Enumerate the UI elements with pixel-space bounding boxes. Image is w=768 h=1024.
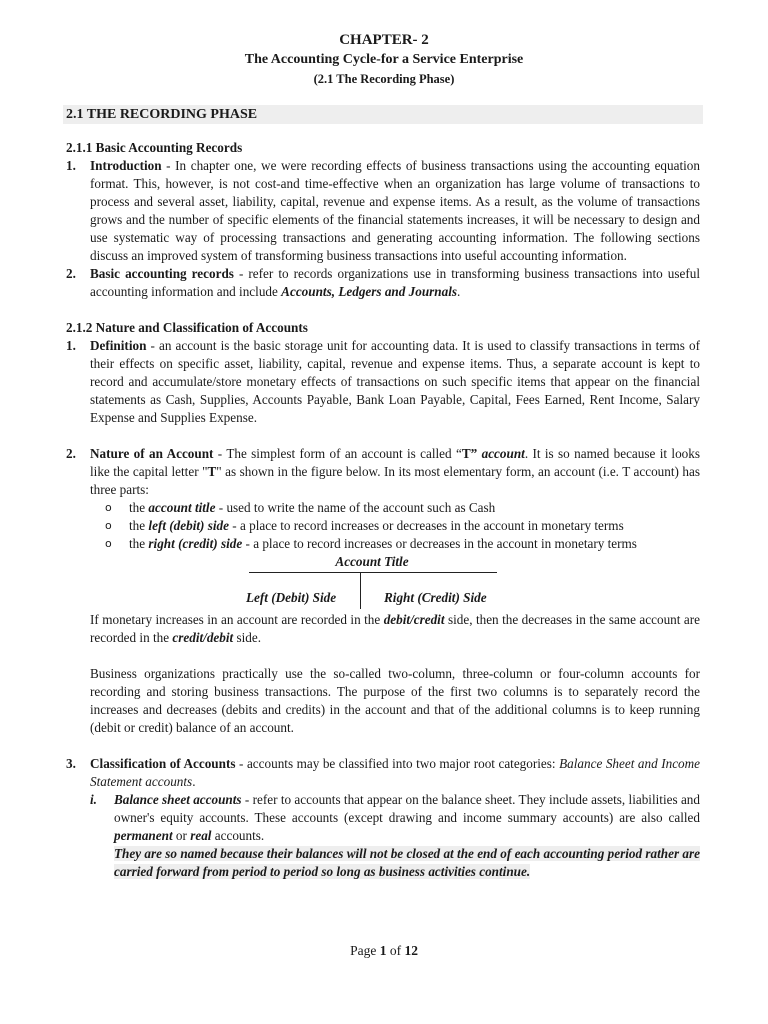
item-text: - an account is the basic storage unit for accounting data. It is used to classify transactions in terms of their effects on specific asset, liability, capital, revenue and expense items. Thus, a separate account is kept to record and accumulate/store monetary effects of transactions on such specific items that appear on the financial statements as Cash, Supplies, Accounts Payable, Bank Loan Payable, Capital, Fees Earned, Rent Income, Salary Expense and Supplies Expense. (90, 338, 700, 425)
bullet-term: left (debit) side (148, 518, 229, 533)
list-item-classification (66, 755, 700, 791)
item-text: - In chapter one, we were recording effects of business transactions using the accounting equation format. This, however, is not cost-and time-effective when an organization has large volume of transactions to process and several asset, liability, capital, revenue and expense items. As a result, as the volume of transactions grows and the number of specific elements of the financial statements increases, it will be necessary to design and use systematic way of processing transactions and generating accounting information. The following sections discuss an improved system of transforming business transactions into useful accounting information. (90, 158, 700, 263)
page-total: 12 (404, 943, 418, 958)
bullet-icon: o (105, 537, 112, 550)
list-item-basic-records (66, 265, 700, 301)
list-item (90, 517, 700, 535)
item-number: 3. (66, 756, 76, 771)
chapter-subtitle: (2.1 The Recording Phase) (313, 72, 455, 86)
bullet-pre: the (129, 518, 149, 533)
item-label: Classification of Accounts (90, 756, 236, 771)
page-current: 1 (379, 943, 387, 958)
item-text: - The simplest form of an account is called “ (213, 446, 462, 461)
para-emphasis: credit/debit (172, 630, 234, 645)
para-text: side, then the decreases in the same account are recorded in the (90, 612, 700, 645)
item-text: - refer to records organizations use in transforming business transactions into useful accounting information and include (90, 266, 700, 299)
bullet-icon: o (105, 501, 112, 514)
account-parts-list (90, 499, 700, 553)
page-footer (0, 943, 768, 959)
section-heading: 2.1 THE RECORDING PHASE (63, 105, 703, 124)
para-text: If monetary increases in an account are recorded in the (90, 612, 384, 627)
list-item-nature-of-account (66, 445, 700, 553)
sub-item-text: - refer to accounts that appear on the balance sheet. They include assets, liabilities and owner's equity accounts. These accounts (except drawing and income summary accounts) are also called (114, 792, 700, 825)
item-emphasis: Accounts, Ledgers and Journals (281, 284, 458, 299)
document-body (66, 139, 700, 881)
sub-item-end: accounts. (211, 828, 265, 843)
sub-item-or: or (172, 828, 191, 843)
bullet-term: right (credit) side (148, 536, 243, 551)
sub-item-balance-sheet-accounts (66, 791, 700, 881)
list-item-introduction (66, 157, 700, 265)
list-item-definition (66, 337, 700, 427)
t-account-horizontal-line (249, 572, 497, 573)
chapter-number: CHAPTER- 2 (339, 32, 429, 48)
subsection-heading-basic-records: 2.1.1 Basic Accounting Records (66, 140, 243, 155)
item-text-c: " as shown in the figure below. In its most elementary form, an account (i.e. T account) has three parts: (90, 464, 700, 497)
item-number: 1. (66, 338, 76, 353)
item-number: 2. (66, 446, 76, 461)
item-number: 1. (66, 158, 76, 173)
item-text: - accounts may be classified into two major root categories: (235, 756, 560, 771)
bullet-pre: the (129, 536, 149, 551)
item-paragraph (90, 265, 700, 301)
item-end: . (457, 284, 461, 299)
item-paragraph (90, 157, 700, 265)
emph-permanent: permanent (114, 828, 173, 843)
t-account-word: account (481, 446, 525, 461)
item-label: Basic accounting records (90, 266, 234, 281)
page-of: of (386, 943, 405, 958)
emph-real: real (190, 828, 212, 843)
item-label: Introduction (90, 158, 162, 173)
item-paragraph: Business organizations practically use the so-called two-column, three-column or four-column accounts for recording and storing business transactions. The purpose of the first two columns is to separately record the increases and decreases (debits and credits) in the account and that of the additional columns is to keep running (debit or credit) balance of an account. (90, 666, 700, 735)
item-label: Definition (90, 338, 147, 353)
highlight-text: They are so named because their balances will not be closed at the end of each accounting period rather are carried forward from period to period so long as business activities continue. (114, 846, 700, 879)
item-emphasis: Balance Sheet and Income Statement accounts (90, 756, 701, 789)
item-paragraph (90, 755, 700, 791)
bullet-icon: o (105, 519, 112, 532)
list-item (90, 499, 700, 517)
t-account-diagram (66, 553, 700, 611)
sub-item-paragraph (114, 791, 700, 845)
para-emphasis: debit/credit (383, 612, 445, 627)
paragraph-debit-credit (66, 611, 700, 647)
page-label: Page (350, 943, 380, 958)
item-end: . (192, 774, 196, 789)
t-account-title: Account Title (335, 554, 409, 569)
bullet-term: account title (148, 500, 216, 515)
t-letter: T (207, 464, 217, 479)
item-label: Nature of an Account (90, 446, 214, 461)
highlighted-note (114, 845, 700, 881)
bullet-post: - a place to record increases or decreases in the account in monetary terms (228, 518, 624, 533)
item-paragraph (90, 337, 700, 427)
item-paragraph (90, 445, 700, 499)
para-text: side. (233, 630, 262, 645)
chapter-title: The Accounting Cycle-for a Service Enterprise (244, 52, 524, 67)
item-text-b: . It is so named because it looks like the capital letter " (90, 446, 700, 479)
bullet-pre: the (129, 500, 149, 515)
bullet-post: - used to write the name of the account such as Cash (215, 500, 496, 515)
t-account-right-side: Right (Credit) Side (384, 590, 487, 605)
list-item (90, 535, 700, 553)
t-mark: T” (461, 446, 478, 461)
sub-item-label: Balance sheet accounts (114, 792, 242, 807)
paragraph-column-accounts (66, 665, 700, 737)
subsection-heading-nature-classification: 2.1.2 Nature and Classification of Accounts (66, 320, 308, 335)
sub-item-number: i. (90, 792, 97, 807)
t-account-vertical-line (360, 573, 361, 609)
bullet-post: - a place to record increases or decreases in the account in monetary terms (242, 536, 637, 551)
item-paragraph (90, 611, 700, 647)
t-account-left-side: Left (Debit) Side (246, 590, 337, 605)
item-number: 2. (66, 266, 76, 281)
